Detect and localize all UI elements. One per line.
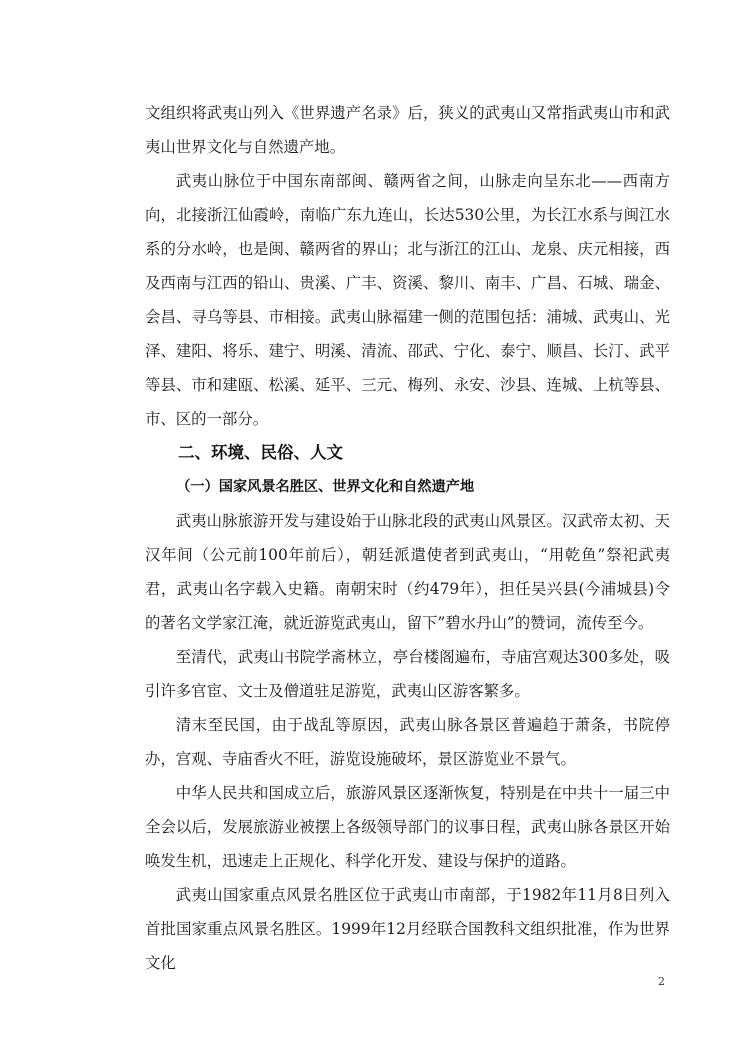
paragraph-late-qing-republic: 清末至民国，由于战乱等原因，武夷山脉各景区普遍趋于萧条，书院停办，宫观、寺庙香火不旺，游览设施破坏，景区游览业不景气。: [145, 716, 670, 768]
page-number: 2: [658, 975, 665, 988]
page-content: [145, 96, 670, 980]
subsection-heading: （一）国家风景名胜区、世界文化和自然遗产地: [176, 479, 475, 495]
paragraph-prc-recovery: 中华人民共和国成立后，旅游风景区逐渐恢复，特别是在中共十一届三中全会以后，发展旅游业被摆上各级领导部门的议事日程，武夷山脉各景区开始唤发生机，迅速走上正规化、科学化开发、建设与保护的道路。: [145, 784, 670, 870]
section-heading: 二、环境、民俗、人文: [178, 443, 343, 462]
paragraph-continuation: 文组织将武夷山列入《世界遗产名录》后，狭义的武夷山又常指武夷山市和武夷山世界文化与自然遗产地。: [145, 104, 670, 156]
paragraph-wuyi-range-location: 武夷山脉位于中国东南部闽、赣两省之间，山脉走向呈东北——西南方向，北接浙江仙霞岭，南临广东九连山，长达530公里，为长江水系与闽江水系的分水岭，也是闽、赣两省的界山；北与浙江的江山、龙泉、庆元相接，西及西南与江西的铅山、贵溪、广丰、资溪、黎川、南丰、广昌、石城、瑞金、会昌、寻乌等县、市相接。武夷山脉福建一侧的范围包括：浦城、武夷山、光泽、建阳、将乐、建宁、明溪、清流、邵武、宁化、泰宁、顺昌、长汀、武平等县、市和建瓯、松溪、延平、三元、梅列、永安、沙县、连城、上杭等县、市、区的一部分。: [145, 172, 670, 428]
paragraph-qing-dynasty: 至清代，武夷山书院学斋林立，亭台楼阁遍布，寺庙宫观达300多处，吸引许多官宦、文士及僧道驻足游览，武夷山区游客繁多。: [145, 648, 670, 700]
paragraph-tourism-history: 武夷山脉旅游开发与建设始于山脉北段的武夷山风景区。汉武帝太初、天汉年间（公元前100年前后），朝廷派遣使者到武夷山，“用乾鱼”祭祀武夷君，武夷山名字载入史籍。南朝宋时（约479年），担任吴兴县(今浦城县)令的著名文学家江淹，就近游览武夷山，留下”碧水丹山”的赞词，流传至今。: [145, 512, 670, 632]
paragraph-scenic-area: 武夷山国家重点风景名胜区位于武夷山市南部，于1982年11月8日列入首批国家重点风景名胜区。1999年12月经联合国教科文组织批准，作为世界文化: [145, 886, 670, 972]
